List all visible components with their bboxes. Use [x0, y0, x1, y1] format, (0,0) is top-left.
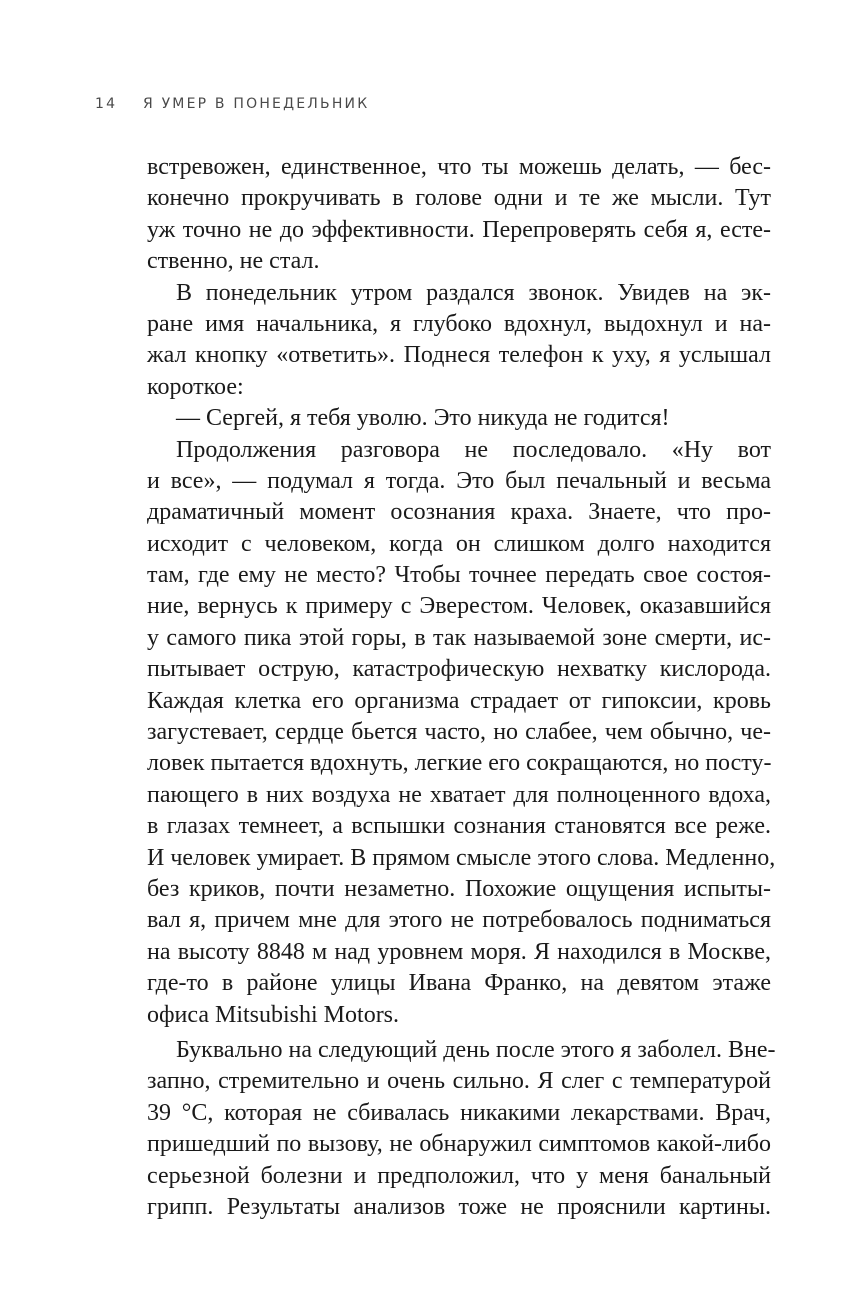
text-line: жал кнопку «ответить». Поднеся телефон к уху, я услышал [147, 342, 771, 369]
text-line: 39 °С, которая не сбивалась никакими лекарствами. Врач, [147, 1099, 771, 1126]
text-line: вал я, причем мне для этого не потребовалось подниматься [147, 907, 771, 934]
text-line: и все», — подумал я тогда. Это был печальный и весьма [147, 467, 771, 494]
text-line: пающего в них воздуха не хватает для полноценного вдоха, [147, 781, 771, 808]
paragraph [147, 1035, 776, 1223]
text-line: И человек умирает. В прямом смысле этого слова. Медленно, [147, 844, 776, 871]
text-line: в глазах темнеет, а вспышки сознания становятся все реже. [147, 813, 771, 840]
text-line: у самого пика этой горы, в так называемой зоне смерти, ис- [147, 624, 771, 651]
text-line: Каждая клетка его организма страдает от гипоксии, кровь [147, 687, 771, 714]
text-line: Буквально на следующий день после этого я заболел. Вне- [176, 1036, 776, 1063]
paragraph [147, 403, 771, 434]
text-line: ловек пытается вдохнуть, легкие его сокращаются, но посту- [147, 750, 772, 777]
text-line: ране имя начальника, я глубоко вдохнул, выдохнул и на- [147, 310, 771, 337]
text-line: встревожен, единственное, что ты можешь делать, — бес- [147, 154, 771, 180]
book-title: Я УМЕР В ПОНЕДЕЛЬНИК [143, 96, 370, 112]
paragraph [147, 152, 771, 278]
text-line: — Сергей, я тебя уволю. Это никуда не годится! [176, 405, 670, 432]
paragraph [147, 278, 771, 404]
text-line: на высоту 8848 м над уровнем моря. Я находился в Москве, [147, 938, 771, 965]
text-line: где-то в районе улицы Ивана Франко, на девятом этаже [147, 970, 771, 997]
running-head [95, 96, 369, 112]
text-line: драматичный момент осознания краха. Знаете, что про- [147, 499, 771, 526]
text-line: без криков, почти незаметно. Похожие ощущения испыты- [147, 875, 771, 902]
text-line: короткое: [147, 373, 244, 400]
text-line: офиса Mitsubishi Motors. [147, 1001, 400, 1028]
text-line: пытывает острую, катастрофическую нехватку кислорода. [147, 656, 771, 683]
text-line: конечно прокручивать в голове одни и те же мысли. Тут [147, 185, 771, 212]
text-line: ственно, не стал. [147, 248, 320, 275]
text-line: грипп. Результаты анализов тоже не прояснили картины. [147, 1193, 771, 1220]
text-line: ние, вернусь к примеру с Эверестом. Человек, оказавшийся [147, 593, 771, 620]
paragraph [147, 435, 776, 1031]
text-line: уж точно не до эффективности. Перепроверять себя я, есте- [147, 216, 771, 243]
text-line: серьезной болезни и предположил, что у меня банальный [147, 1162, 771, 1189]
text-line: там, где ему не место? Чтобы точнее передать свое состоя- [147, 562, 771, 589]
text-line: исходит с человеком, когда он слишком долго находится [147, 530, 771, 557]
text-line: запно, стремительно и очень сильно. Я слег с температурой [147, 1068, 771, 1095]
body-text [147, 152, 776, 1223]
text-line: пришедший по вызову, не обнаружил симптомов какой-либо [147, 1131, 771, 1158]
text-line: Продолжения разговора не последовало. «Ну вот [176, 436, 771, 463]
page-number: 14 [95, 96, 118, 112]
text-line: загустевает, сердце бьется часто, но слабее, чем обычно, че- [147, 719, 771, 746]
text-line: В понедельник утром раздался звонок. Увидев на эк- [176, 279, 771, 306]
